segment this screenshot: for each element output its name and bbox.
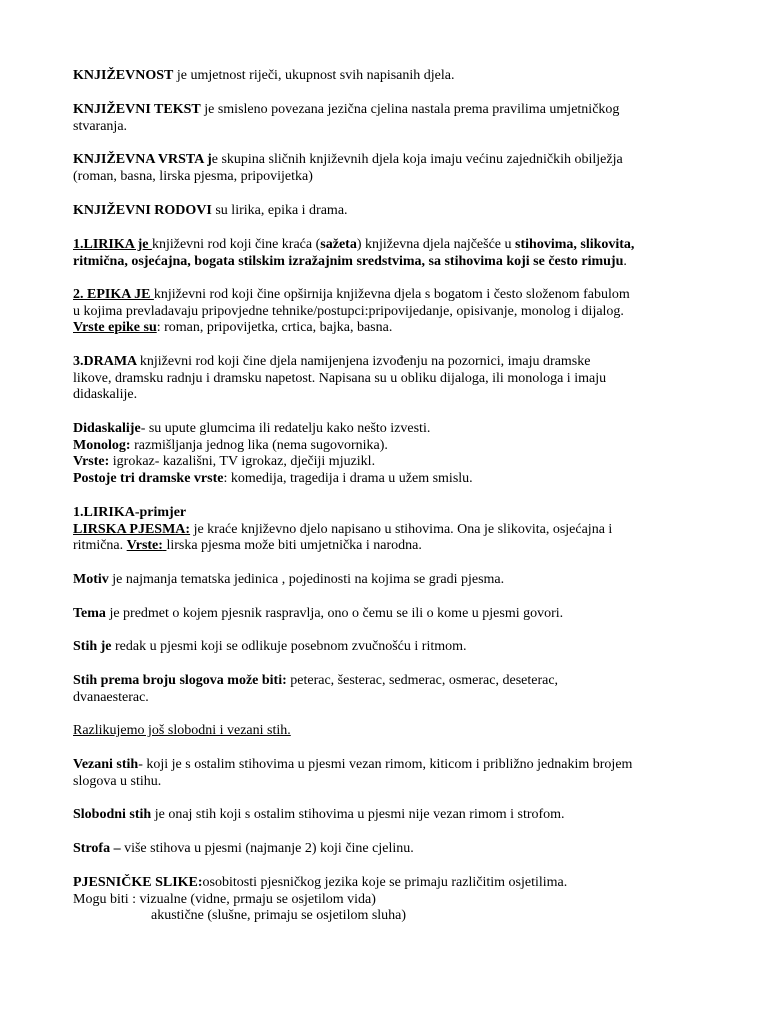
paragraph-lirika	[73, 237, 713, 270]
text-line	[73, 287, 713, 304]
paragraph-motiv	[73, 572, 713, 589]
text-line	[73, 169, 713, 186]
text-run: u kojima prevladavaju pripovjedne tehnike/postupci:pripovijedanje, opisivanje, monolog i dijalog.	[73, 303, 624, 319]
paragraph-drama	[73, 354, 713, 404]
text-line	[73, 908, 713, 925]
bold-term: Monolog:	[73, 437, 131, 453]
text-run: peterac, šesterac, sedmerac, osmerac, deseterac,	[286, 673, 559, 688]
text-run: više stihova u pjesmi (najmanje 2) koji čine cjelinu.	[120, 841, 414, 856]
bold-term: KNJIŽEVNOST	[73, 68, 174, 83]
text-run: didaskalije.	[73, 387, 138, 402]
text-line	[73, 690, 713, 707]
text-line	[73, 320, 713, 337]
text-run: osobitosti pjesničkog jezika koje se primaju različitim osjetilima.	[202, 875, 568, 890]
text-line	[73, 438, 713, 455]
text-line	[73, 387, 713, 404]
text-run: lirska pjesma može biti umjetnička i narodna.	[166, 538, 422, 553]
text-run: je umjetnost riječi, ukupnost svih napisanih djela.	[173, 68, 455, 83]
text-line	[73, 572, 713, 589]
text-run: je predmet o kojem pjesnik raspravlja, ono o čemu se ili o kome u pjesmi govori.	[105, 606, 564, 621]
bold-term: Postoje tri dramske vrste	[73, 470, 224, 486]
text-line	[73, 673, 713, 690]
bold-term: Tema	[73, 606, 106, 621]
text-run: je kraće književno djelo napisano u stihovima. Ona je slikovita, osjećajna i	[190, 521, 613, 537]
text-line	[73, 237, 713, 254]
text-line	[73, 774, 713, 791]
bold-term: KNJIŽEVNI TEKST	[73, 102, 201, 117]
text-line	[73, 807, 713, 824]
bold-term: 3.DRAMA	[73, 354, 140, 369]
text-line	[73, 119, 713, 136]
text-run: je onaj stih koji s ostalim stihovima u pjesmi nije vezan rimom i strofom.	[151, 807, 565, 822]
text-line	[73, 639, 713, 656]
bold-term: Stih prema broju slogova može biti:	[73, 673, 287, 688]
text-line	[73, 152, 713, 169]
text-line	[73, 371, 713, 388]
text-run: (roman, basna, lirska pjesma, pripovijetka)	[73, 168, 313, 184]
text-run: dvanaesterac.	[73, 689, 149, 705]
paragraph-strofa	[73, 841, 713, 858]
bold-term: Vrste:	[73, 454, 110, 469]
text-line	[73, 522, 713, 539]
bold-term: KNJIŽEVNA VRSTA j	[73, 152, 212, 167]
text-run: - koji je s ostalim stihovima u pjesmi vezan rimom, kiticom i približno jednakim brojem	[138, 757, 633, 772]
text-run: : roman, pripovijetka, crtica, bajka, basna.	[156, 320, 393, 335]
text-line	[73, 454, 713, 471]
text-line	[73, 421, 713, 438]
paragraph-vezani-stih	[73, 757, 713, 790]
text-line	[73, 354, 713, 371]
bold-term: ritmična, osjećajna, bogata stilskim izražajnim sredstvima, sa stihovima koji se često rimuju	[73, 253, 624, 269]
text-line	[73, 304, 713, 321]
bold-term: Stih je	[73, 639, 112, 654]
text-run: likove, dramsku radnju i dramsku napetost. Napisana su u obliku dijaloga, ili monologa i imaju	[73, 370, 607, 386]
bold-term: 2. EPIKA JE	[73, 287, 154, 302]
bold-term: Vezani stih	[73, 757, 139, 772]
text-line	[73, 203, 713, 220]
paragraph-pjesnicke-slike	[73, 875, 713, 925]
paragraph-lirika-primjer	[73, 505, 713, 555]
text-line	[73, 471, 713, 488]
bold-term: stihovima, slikovita,	[515, 237, 635, 252]
paragraph-stih-slogovi	[73, 673, 713, 706]
paragraph-epika	[73, 287, 713, 337]
text-line	[73, 757, 713, 774]
paragraph-razlikujemo	[73, 723, 713, 740]
text-line	[73, 538, 713, 555]
text-run: Razlikujemo još slobodni i vezani stih.	[73, 723, 291, 738]
text-line	[73, 723, 713, 740]
text-line	[73, 68, 713, 85]
text-run: e skupina sličnih književnih djela koja imaju većinu zajedničkih obilježja	[211, 152, 623, 167]
text-line	[73, 254, 713, 271]
bold-term: sažeta	[320, 237, 357, 252]
paragraph-knjizevni-rodovi	[73, 203, 713, 220]
text-line	[73, 102, 713, 119]
paragraph-knjizevnost	[73, 68, 713, 85]
paragraph-knjizevna-vrsta	[73, 152, 713, 185]
bold-term: 1.LIRIKA je	[73, 237, 152, 252]
bold-term: LIRSKA PJESMA:	[73, 521, 191, 537]
bold-term: KNJIŽEVNI RODOVI	[73, 203, 212, 218]
text-line	[73, 892, 713, 909]
text-run: igrokaz- kazališni, TV igrokaz, dječiji mjuzikl.	[109, 454, 376, 469]
text-run: razmišljanja jednog lika (nema sugovornika).	[130, 437, 388, 453]
text-run: ritmična.	[73, 538, 127, 553]
bold-term: Vrste epike su	[73, 320, 157, 335]
text-line	[73, 606, 713, 623]
bold-term: PJESNIČKE SLIKE:	[73, 875, 203, 890]
text-run: ) književna djela najčešće u	[356, 237, 516, 252]
bold-term: Motiv	[73, 572, 109, 587]
text-line	[73, 875, 713, 892]
paragraph-didaskalije	[73, 421, 713, 487]
bold-term: Didaskalije	[73, 421, 141, 436]
text-run: .	[623, 253, 627, 269]
text-run: je najmanja tematska jedinica , pojedinosti na kojima se gradi pjesma.	[108, 572, 505, 587]
text-run: su lirika, epika i drama.	[211, 203, 348, 218]
text-run: je smisleno povezana jezična cjelina nastala prema pravilima umjetničkog	[200, 102, 620, 117]
paragraph-stih	[73, 639, 713, 656]
text-line	[73, 841, 713, 858]
paragraph-slobodni-stih	[73, 807, 713, 824]
text-line	[73, 505, 713, 522]
paragraph-knjizevni-tekst	[73, 102, 713, 135]
text-run: redak u pjesmi koji se odlikuje posebnom zvučnošću i ritmom.	[111, 639, 467, 654]
text-run: književni rod koji čine opširnija književna djela s bogatom i često složenom fabulom	[153, 287, 630, 302]
text-run: Mogu biti : vizualne (vidne, prmaju se osjetilom vida)	[73, 891, 376, 907]
bold-term: Slobodni stih	[73, 807, 152, 822]
bold-term: Strofa –	[73, 841, 121, 856]
text-run: književni rod koji čine djela namijenjena izvođenju na pozornici, imaju dramske	[139, 354, 591, 369]
text-run: stvaranja.	[73, 118, 128, 134]
text-run: - su upute glumcima ili redatelju kako nešto izvesti.	[140, 421, 431, 436]
text-run: književni rod koji čine kraća (	[151, 237, 321, 252]
paragraph-tema	[73, 606, 713, 623]
text-run: slogova u stihu.	[73, 773, 162, 789]
bold-term: Vrste:	[126, 538, 163, 553]
text-run: : komedija, tragedija i drama u užem smislu.	[223, 470, 473, 486]
bold-term: 1.LIRIKA-primjer	[73, 505, 187, 520]
text-run: akustične (slušne, primaju se osjetilom sluha)	[151, 908, 407, 923]
